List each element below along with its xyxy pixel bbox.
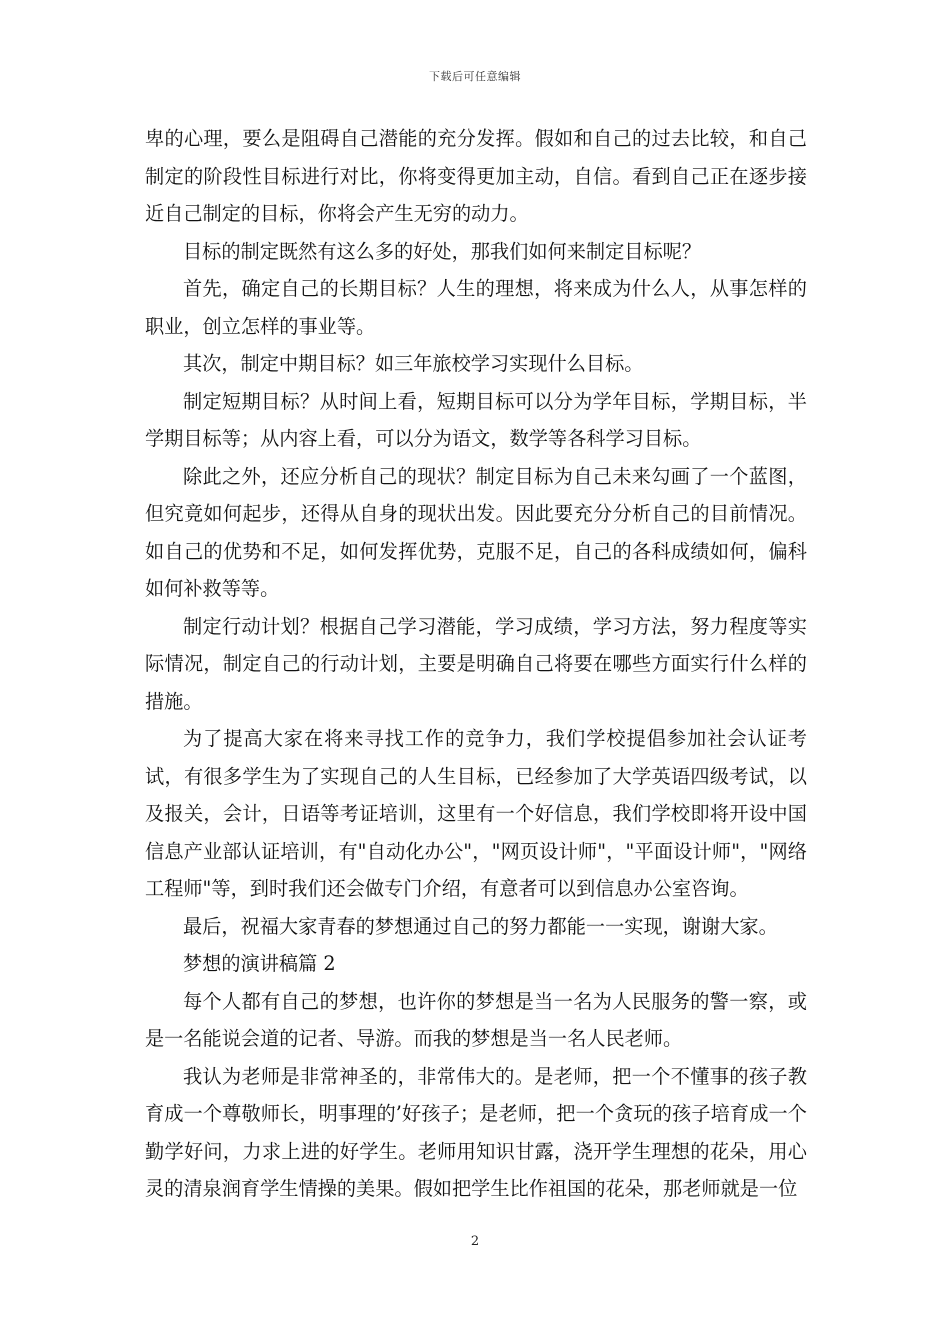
paragraph: 每个人都有自己的梦想，也许你的梦想是当一名为人民服务的警一察，或是一名能说会道的记者、导游。而我的梦想是当一名人民老师。 [145,989,807,1050]
paragraph: 我认为老师是非常神圣的，非常伟大的。是老师，把一个不懂事的孩子教育成一个尊敬师长，明事理的’好孩子；是老师，把一个贪玩的孩子培育成一个勤学好问，力求上进的好学生。老师用知识甘露，浇开学生理想的花朵，用心灵的清泉润育学生情操的美果。假如把学生比作祖国的花朵，那老师就是一位 [145,1064,807,1200]
paragraph: 卑的心理，要么是阻碍自己潜能的充分发挥。假如和自己的过去比较，和自己制定的阶段性目标进行对比，你将变得更加主动，自信。看到自己正在逐步接近自己制定的目标，你将会产生无穷的动力。 [145,127,807,225]
document-body [145,120,807,1208]
paragraph: 制定行动计划？根据自己学习潜能，学习成绩，学习方法，努力程度等实际情况，制定自己的行动计划，主要是明确自己将要在哪些方面实行什么样的措施。 [145,614,807,713]
section-heading: 梦想的演讲稿篇 2 [183,952,336,975]
paragraph: 除此之外，还应分析自己的现状？制定目标为自己未来勾画了一个蓝图，但究竟如何起步，还得从自身的现状出发。因此要充分分析自己的目前情况。如自己的优势和不足，如何发挥优势，克服不足，自己的各科成绩如何，偏科如何补救等等。 [145,464,807,600]
paragraph: 为了提高大家在将来寻找工作的竞争力，我们学校提倡参加社会认证考试，有很多学生为了实现自己的人生目标，已经参加了大学英语四级考试，以及报关，会计，日语等考证培训，这里有一个好信息，我们学校即将开设中国信息产业部认证培训，有"自动化办公"，"网页设计师"，"平面设计师"，"网络工程师"等，到时我们还会做专门介绍，有意者可以到信息办公室咨询。 [145,727,807,900]
page-header: 下载后可任意编辑 [429,70,521,83]
paragraph: 最后，祝福大家青春的梦想通过自己的努力都能一一实现，谢谢大家。 [183,914,778,938]
page-number: 2 [470,1234,480,1249]
paragraph: 其次，制定中期目标？如三年旅校学习实现什么目标。 [183,352,644,375]
paragraph: 目标的制定既然有这么多的好处，那我们如何来制定目标呢？ [183,239,702,263]
paragraph: 首先，确定自己的长期目标？人生的理想，将来成为什么人，从事怎样的职业，创立怎样的事业等。 [145,277,807,338]
paragraph: 制定短期目标？从时间上看，短期目标可以分为学年目标，学期目标，半学期目标等；从内容上看，可以分为语文，数学等各科学习目标。 [145,389,807,450]
